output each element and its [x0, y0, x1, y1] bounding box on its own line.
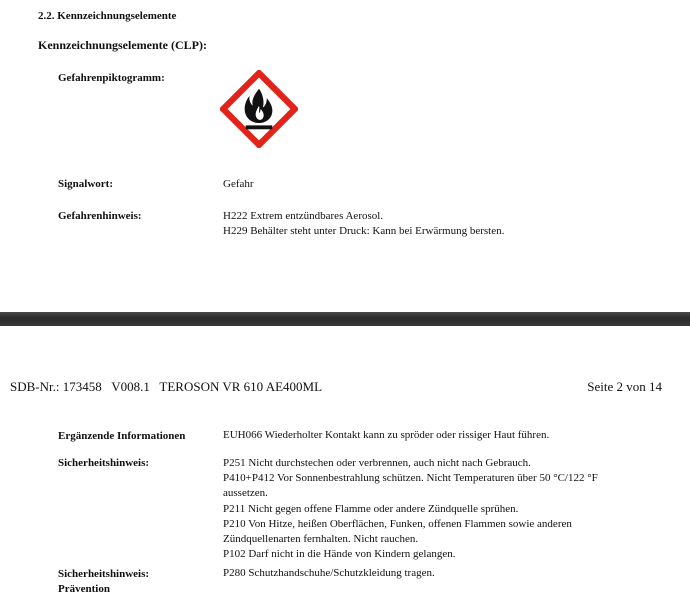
safety-statement: P102 Darf nicht in die Hände von Kindern gelangen.: [223, 548, 456, 561]
document-header-id: SDB-Nr.: 173458 V008.1 TEROSON VR 610 AE400ML: [10, 379, 323, 394]
signal-word-value: Gefahr: [223, 178, 254, 190]
safety-statement: P410+P412 Vor Sonnenbestrahlung schützen. Nicht Temperaturen über 50 °C/122 °F: [223, 472, 598, 485]
prevention-label-line-2: Prävention: [58, 583, 110, 596]
page-number: Seite 2 von 14: [587, 379, 662, 394]
pictogram-label: Gefahrenpiktogramm:: [58, 72, 165, 84]
signal-word-label: Signalwort:: [58, 178, 113, 190]
prevention-value: P280 Schutzhandschuhe/Schutzkleidung tragen.: [223, 567, 435, 579]
safety-statement-list: [223, 456, 598, 562]
supplementary-info-label: Ergänzende Informationen: [58, 430, 186, 442]
prevention-label-line-1: Sicherheitshinweis:: [58, 568, 150, 580]
safety-statement-label: Sicherheitshinweis:: [58, 457, 150, 469]
safety-statement: aussetzen.: [223, 487, 268, 500]
page-break-separator: [0, 312, 690, 326]
section-heading: 2.2. Kennzeichnungselemente: [38, 10, 177, 22]
safety-statement: P251 Nicht durchstechen oder verbrennen, auch nicht nach Gebrauch.: [223, 457, 531, 469]
hazard-statement: H229 Behälter steht unter Druck: Kann bei Erwärmung bersten.: [223, 225, 505, 238]
safety-statement: Zündquellenarten fernhalten. Nicht rauchen.: [223, 533, 419, 546]
prevention-label: [58, 567, 149, 597]
supplementary-info-value: EUH066 Wiederholter Kontakt kann zu spröder oder rissiger Haut führen.: [223, 429, 550, 441]
hazard-statement-list: [223, 209, 504, 239]
safety-statement: P211 Nicht gegen offene Flamme oder andere Zündquelle sprühen.: [223, 502, 519, 515]
hazard-statement-label: Gefahrenhinweis:: [58, 210, 142, 222]
hazard-statement: H222 Extrem entzündbares Aerosol.: [223, 210, 384, 222]
sub-heading: Kennzeichnungselemente (CLP):: [38, 38, 207, 52]
safety-statement: P210 Von Hitze, heißen Oberflächen, Funken, offenen Flammen sowie anderen: [223, 517, 572, 530]
ghs02-flame-icon: [220, 70, 298, 148]
